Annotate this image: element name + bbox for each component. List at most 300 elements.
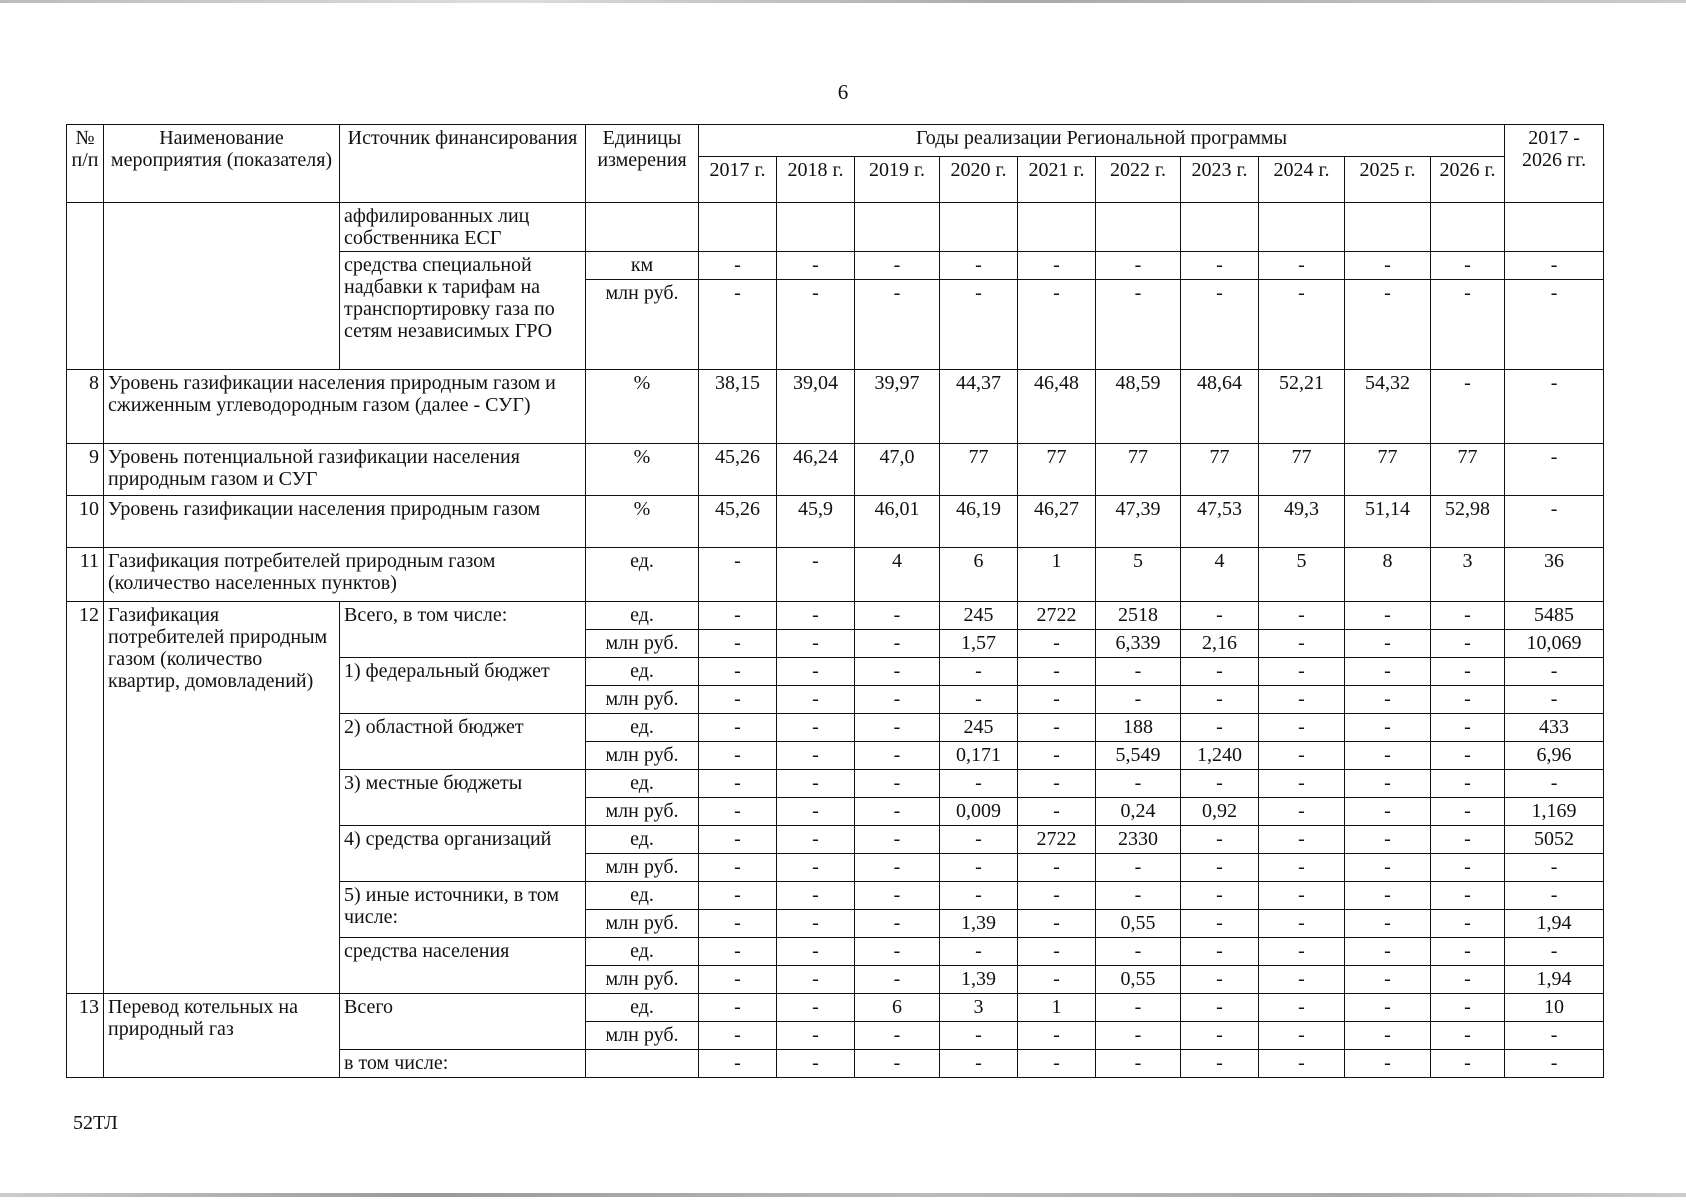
cell-value: - [1505, 1022, 1604, 1050]
cell-value: - [1096, 770, 1181, 798]
cell-value: - [1181, 938, 1259, 966]
cell-value: - [1431, 742, 1505, 770]
cell-name: Газификация потребителей природным газом (количество населенных пунктов) [104, 548, 586, 602]
cell-value: - [1259, 966, 1345, 994]
cell-value: - [1259, 658, 1345, 686]
header-year: 2024 г. [1259, 157, 1345, 203]
cell-value: - [1018, 252, 1096, 280]
cell-value: - [699, 252, 777, 280]
cell-value: - [777, 854, 855, 882]
cell-unit: ед. [586, 938, 699, 966]
header-year: 2019 г. [855, 157, 940, 203]
cell-value: - [1431, 938, 1505, 966]
cell-name: Уровень газификации населения природным газом и сжиженным углеводородным газом (далее - СУГ) [104, 370, 586, 444]
cell-value: - [777, 798, 855, 826]
cell-unit: ед. [586, 714, 699, 742]
cell-value: - [699, 686, 777, 714]
cell-value: - [1181, 658, 1259, 686]
table-row [67, 444, 1604, 496]
cell-value: 39,97 [855, 370, 940, 444]
cell-value: - [1259, 910, 1345, 938]
cell-value: 48,59 [1096, 370, 1181, 444]
cell-value: - [1096, 854, 1181, 882]
cell-value: - [699, 742, 777, 770]
cell-value: - [1018, 966, 1096, 994]
cell-value: - [855, 938, 940, 966]
header-years-group: Годы реализации Региональной программы [699, 125, 1505, 157]
cell-unit: млн руб. [586, 280, 699, 370]
cell-value: - [940, 686, 1018, 714]
cell-name: Газификация потребителей природным газом (количество квартир, домовладений) [104, 602, 340, 994]
cell-value: - [1259, 686, 1345, 714]
cell-unit: ед. [586, 826, 699, 854]
cell-value: - [940, 658, 1018, 686]
cell-value: - [855, 602, 940, 630]
cell-value: - [1018, 658, 1096, 686]
cell-value: - [699, 826, 777, 854]
cell-value: - [1259, 280, 1345, 370]
cell-value: - [1431, 798, 1505, 826]
cell-value: - [1345, 1050, 1431, 1078]
cell-value: - [1431, 770, 1505, 798]
cell-unit: млн руб. [586, 966, 699, 994]
cell-unit: млн руб. [586, 798, 699, 826]
cell-value: - [855, 252, 940, 280]
cell-value: - [1181, 252, 1259, 280]
cell-value: 6,339 [1096, 630, 1181, 658]
cell-value: - [1345, 602, 1431, 630]
cell-value: 46,19 [940, 496, 1018, 548]
cell-unit: млн руб. [586, 854, 699, 882]
cell-value: 2722 [1018, 602, 1096, 630]
cell-value: - [699, 938, 777, 966]
cell-value: - [855, 1022, 940, 1050]
cell-value: - [699, 1050, 777, 1078]
cell-value: - [1345, 280, 1431, 370]
cell-value: - [1505, 854, 1604, 882]
cell-value: - [1345, 966, 1431, 994]
cell-value: 3 [1431, 548, 1505, 602]
cell-value: 77 [940, 444, 1018, 496]
cell-value: 1,57 [940, 630, 1018, 658]
cell-value: 1,169 [1505, 798, 1604, 826]
cell-value: - [777, 630, 855, 658]
cell-source: Всего, в том числе: [340, 602, 586, 658]
cell-value: 47,0 [855, 444, 940, 496]
cell-unit: млн руб. [586, 1022, 699, 1050]
header-year: 2017 г. [699, 157, 777, 203]
cell-value: - [777, 938, 855, 966]
cell-value: 54,32 [1345, 370, 1431, 444]
cell-num: 9 [67, 444, 104, 496]
cell-source: аффилированных лиц собственника ЕСГ [340, 203, 586, 252]
cell-value: - [1181, 602, 1259, 630]
cell-value: - [1345, 938, 1431, 966]
cell-value: 49,3 [1259, 496, 1345, 548]
cell-value: - [1181, 280, 1259, 370]
cell-value: 245 [940, 714, 1018, 742]
cell-value: - [1096, 280, 1181, 370]
cell-value: - [777, 1050, 855, 1078]
cell-value: 0,55 [1096, 966, 1181, 994]
cell-value: 1 [1018, 994, 1096, 1022]
cell-value: 52,21 [1259, 370, 1345, 444]
cell-name: Уровень потенциальной газификации населения природным газом и СУГ [104, 444, 586, 496]
cell-value: - [940, 1050, 1018, 1078]
cell-value: - [777, 252, 855, 280]
cell-value: - [699, 882, 777, 910]
cell-value: - [940, 1022, 1018, 1050]
cell-unit: ед. [586, 770, 699, 798]
section-row-12 [67, 602, 1604, 994]
header-name: Наименование мероприятия (показателя) [104, 125, 340, 203]
cell-value: - [1505, 938, 1604, 966]
cell-value: - [1181, 770, 1259, 798]
cell-value: - [699, 910, 777, 938]
cell-value: - [1345, 252, 1431, 280]
cell-unit: ед. [586, 658, 699, 686]
cell-value: - [699, 548, 777, 602]
cell-value: - [1431, 658, 1505, 686]
table-row [67, 994, 1604, 1022]
cell-value: - [1096, 938, 1181, 966]
cell-value: - [1505, 252, 1604, 280]
cell-value: - [1096, 658, 1181, 686]
cell-value: - [699, 966, 777, 994]
cell-value: - [1259, 994, 1345, 1022]
cell-value: 5 [1259, 548, 1345, 602]
cell-value: - [1345, 882, 1431, 910]
cell-value: - [1018, 770, 1096, 798]
cell-value: - [1505, 686, 1604, 714]
cell-value: 77 [1018, 444, 1096, 496]
cell-value: 77 [1431, 444, 1505, 496]
cell-value: 44,37 [940, 370, 1018, 444]
cell-unit: % [586, 496, 699, 548]
cell-unit [586, 1050, 699, 1078]
cell-unit: км [586, 252, 699, 280]
cell-value: - [699, 658, 777, 686]
cell-value: 5052 [1505, 826, 1604, 854]
cell-value: 2722 [1018, 826, 1096, 854]
cell-value: - [777, 966, 855, 994]
cell-source: средства населения [340, 938, 586, 994]
page-number: 6 [837, 80, 849, 104]
cell-value: - [1259, 1050, 1345, 1078]
cell-value: - [1431, 854, 1505, 882]
cell-value: - [1431, 280, 1505, 370]
table-row [67, 602, 1604, 630]
cell-value: 1,39 [940, 966, 1018, 994]
cell-num: 12 [67, 602, 104, 994]
cell-num [67, 203, 104, 370]
cell-value: 46,27 [1018, 496, 1096, 548]
cell-value: - [1345, 994, 1431, 1022]
cell-value: - [855, 630, 940, 658]
cell-value: - [1431, 630, 1505, 658]
cell-value: - [1018, 910, 1096, 938]
cell-value: 46,24 [777, 444, 855, 496]
cell-value: - [699, 770, 777, 798]
cell-unit: млн руб. [586, 910, 699, 938]
cell-value: 10 [1505, 994, 1604, 1022]
cell-value: - [940, 938, 1018, 966]
cell-value: - [1018, 938, 1096, 966]
cell-value: - [1505, 370, 1604, 444]
cell-value: - [1259, 882, 1345, 910]
header-total: 2017 - 2026 гг. [1505, 125, 1604, 203]
cell-value: 2330 [1096, 826, 1181, 854]
cell-value: - [777, 280, 855, 370]
cell-value: - [1431, 994, 1505, 1022]
cell-value: - [1259, 798, 1345, 826]
header-year: 2020 г. [940, 157, 1018, 203]
cell-unit: млн руб. [586, 630, 699, 658]
cell-value: - [1181, 686, 1259, 714]
cell-value: 77 [1345, 444, 1431, 496]
cell-value: - [1431, 966, 1505, 994]
scan-edge-top [0, 0, 1686, 3]
cell-value: - [1259, 252, 1345, 280]
cell-value: 51,14 [1345, 496, 1431, 548]
cell-value: - [699, 854, 777, 882]
cell-value: - [777, 910, 855, 938]
cell-value: - [777, 658, 855, 686]
cell-value: - [1431, 1022, 1505, 1050]
cell-value: - [1018, 686, 1096, 714]
cell-value: 0,55 [1096, 910, 1181, 938]
header-year: 2025 г. [1345, 157, 1431, 203]
cell-value: - [1345, 1022, 1431, 1050]
cell-value: - [1345, 714, 1431, 742]
cell-value: - [1431, 370, 1505, 444]
cell-value: - [1181, 714, 1259, 742]
table-row [67, 548, 1604, 602]
cell-value: 38,15 [699, 370, 777, 444]
cell-value: - [699, 280, 777, 370]
cell-value: - [1018, 742, 1096, 770]
cell-value: - [1018, 1022, 1096, 1050]
cell-value: - [699, 630, 777, 658]
header-year: 2021 г. [1018, 157, 1096, 203]
cell-value: - [777, 826, 855, 854]
cell-unit: % [586, 370, 699, 444]
cell-value: - [940, 854, 1018, 882]
cell-value: 2,16 [1181, 630, 1259, 658]
cell-value: 4 [1181, 548, 1259, 602]
cell-value: - [940, 770, 1018, 798]
header-source: Источник финансирования [340, 125, 586, 203]
cell-value: 77 [1096, 444, 1181, 496]
cell-value: - [777, 602, 855, 630]
cell-value: 1,39 [940, 910, 1018, 938]
cell-value: 1 [1018, 548, 1096, 602]
cell-value: - [1505, 280, 1604, 370]
cell-value: - [855, 798, 940, 826]
cell-value: - [1096, 1050, 1181, 1078]
cell-num: 10 [67, 496, 104, 548]
cell-value: 1,94 [1505, 966, 1604, 994]
header-year: 2023 г. [1181, 157, 1259, 203]
cell-value: 3 [940, 994, 1018, 1022]
cell-source: 5) иные источники, в том числе: [340, 882, 586, 938]
cell-value: - [1181, 1022, 1259, 1050]
cell-value: - [1018, 714, 1096, 742]
cell-value: 245 [940, 602, 1018, 630]
cell-value: - [1096, 994, 1181, 1022]
cell-value: - [699, 714, 777, 742]
cell-source: средства специальной надбавки к тарифам на транспортировку газа по сетям независимых ГРО [340, 252, 586, 370]
cell-value: - [1096, 1022, 1181, 1050]
cell-value: - [699, 994, 777, 1022]
cell-value: - [1431, 882, 1505, 910]
cell-value: - [1345, 770, 1431, 798]
cell-value: - [1181, 994, 1259, 1022]
program-table [66, 124, 1604, 1078]
cell-value: - [699, 602, 777, 630]
cell-value: 45,9 [777, 496, 855, 548]
cell-value: - [1259, 826, 1345, 854]
cell-value: - [855, 854, 940, 882]
cell-value: 46,48 [1018, 370, 1096, 444]
cell-source: в том числе: [340, 1050, 586, 1078]
cell-value: - [1345, 686, 1431, 714]
cell-value: 1,240 [1181, 742, 1259, 770]
cell-value: - [1345, 798, 1431, 826]
cell-value: - [940, 280, 1018, 370]
cell-value: - [1018, 630, 1096, 658]
cell-value: 6 [940, 548, 1018, 602]
cell-value: - [1259, 630, 1345, 658]
header-year: 2022 г. [1096, 157, 1181, 203]
cell-value: - [855, 280, 940, 370]
cell-value: - [777, 1022, 855, 1050]
cell-value: - [940, 826, 1018, 854]
cell-value: 5,549 [1096, 742, 1181, 770]
cell-value: 8 [1345, 548, 1431, 602]
cell-value: - [1431, 686, 1505, 714]
cell-value: - [1431, 252, 1505, 280]
cell-value: - [855, 658, 940, 686]
cell-value: - [1345, 658, 1431, 686]
table-row [67, 496, 1604, 548]
cell-value: - [855, 1050, 940, 1078]
cell-unit: млн руб. [586, 742, 699, 770]
cell-value: 36 [1505, 548, 1604, 602]
cell-value: 5 [1096, 548, 1181, 602]
cell-value: 47,53 [1181, 496, 1259, 548]
cell-value: 48,64 [1181, 370, 1259, 444]
cell-value: 0,171 [940, 742, 1018, 770]
cell-value: - [1345, 826, 1431, 854]
cell-value: - [1431, 1050, 1505, 1078]
cell-unit: % [586, 444, 699, 496]
cell-value: - [1181, 910, 1259, 938]
cell-value: - [1431, 602, 1505, 630]
cell-value: - [855, 910, 940, 938]
cell-value: 4 [855, 548, 940, 602]
cell-source: Всего [340, 994, 586, 1050]
cell-value: - [1505, 444, 1604, 496]
cell-value: - [1345, 630, 1431, 658]
header-year: 2018 г. [777, 157, 855, 203]
cell-value: 39,04 [777, 370, 855, 444]
cell-value: 47,39 [1096, 496, 1181, 548]
cell-source: 4) средства организаций [340, 826, 586, 882]
header-num: № п/п [67, 125, 104, 203]
cell-unit: ед. [586, 882, 699, 910]
table-row [67, 203, 1604, 252]
cell-value: - [1018, 882, 1096, 910]
cell-value: - [1505, 658, 1604, 686]
cell-value: 0,009 [940, 798, 1018, 826]
cell-source: 3) местные бюджеты [340, 770, 586, 826]
table-row [67, 370, 1604, 444]
cell-num: 8 [67, 370, 104, 444]
cell-value: 77 [1181, 444, 1259, 496]
cell-value: 188 [1096, 714, 1181, 742]
cell-value: - [1259, 770, 1345, 798]
cell-value: - [1181, 826, 1259, 854]
section-row-13 [67, 994, 1604, 1078]
cell-value: - [1181, 1050, 1259, 1078]
cell-value: - [1181, 882, 1259, 910]
cell-value: - [777, 714, 855, 742]
cell-name [104, 203, 340, 370]
cell-value: - [855, 770, 940, 798]
document-code: 52ТЛ [73, 1112, 118, 1134]
cell-value: - [699, 1022, 777, 1050]
cell-value: - [1181, 966, 1259, 994]
cell-value: - [855, 686, 940, 714]
cell-value: - [1259, 714, 1345, 742]
cell-value: - [1018, 798, 1096, 826]
cell-value: - [1345, 742, 1431, 770]
cell-value: - [1018, 1050, 1096, 1078]
cell-value: - [1345, 910, 1431, 938]
cell-value: - [1431, 910, 1505, 938]
cell-value: 433 [1505, 714, 1604, 742]
cell-value: - [940, 252, 1018, 280]
scan-edge-bottom [0, 1193, 1686, 1197]
cell-value: 6,96 [1505, 742, 1604, 770]
cell-value: 6 [855, 994, 940, 1022]
cell-value: - [777, 548, 855, 602]
cell-unit: ед. [586, 548, 699, 602]
cell-num: 13 [67, 994, 104, 1078]
cell-name: Уровень газификации населения природным газом [104, 496, 586, 548]
cell-value: - [1259, 742, 1345, 770]
header-year: 2026 г. [1431, 157, 1505, 203]
cell-value: 45,26 [699, 496, 777, 548]
cell-value: - [1505, 1050, 1604, 1078]
cell-value: 2518 [1096, 602, 1181, 630]
cell-unit: млн руб. [586, 686, 699, 714]
cell-value: - [1096, 686, 1181, 714]
cell-value: 5485 [1505, 602, 1604, 630]
cell-value: - [1345, 854, 1431, 882]
cell-value: - [1018, 854, 1096, 882]
cell-value: - [777, 686, 855, 714]
cell-value: - [1505, 882, 1604, 910]
cell-value: 0,24 [1096, 798, 1181, 826]
cell-value: - [777, 770, 855, 798]
cell-value: - [855, 826, 940, 854]
cell-value: - [1096, 252, 1181, 280]
cell-value: 0,92 [1181, 798, 1259, 826]
cell-value: 77 [1259, 444, 1345, 496]
cell-value: - [855, 966, 940, 994]
